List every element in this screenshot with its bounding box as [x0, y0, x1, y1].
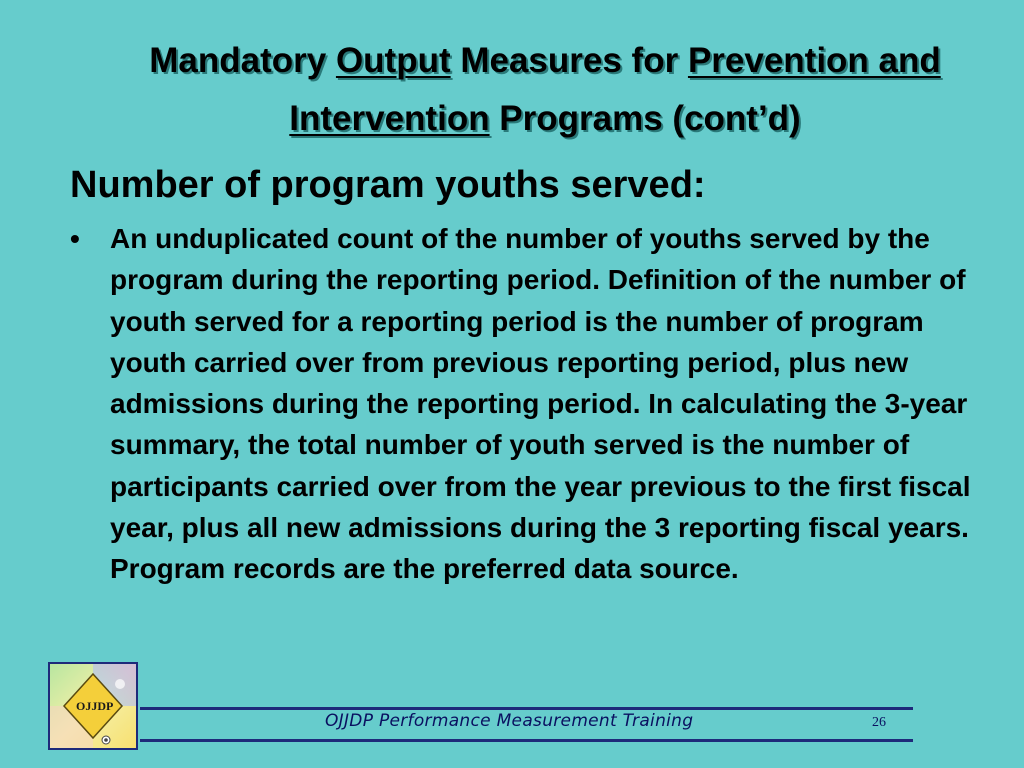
title-part-5: Programs (cont’d) [489, 99, 801, 138]
title-prevention-intervention-underlined: Prevention and Intervention [289, 41, 941, 138]
title-part-1: Mandatory [149, 41, 336, 80]
bullet-text: An unduplicated count of the number of youths served by the program during the reporting period. Definition of the number of youth served for a reporting period is the number of program youth carried over from previous reporting period, plus new admissions during the reporting period. In calculating the 3-year summary, the total number of youth served is the number of participants carried over from the year previous to the first fiscal year, plus all new admissions during the 3 reporting fiscal years. Program records are the preferred data source. [110, 223, 971, 585]
footer-title: OJJDP Performance Measurement Training [325, 711, 694, 731]
ojjdp-logo [48, 662, 138, 750]
bullet-item [70, 218, 1010, 590]
footer-rule-top [140, 707, 913, 710]
logo-text: OJJDP [76, 699, 114, 713]
section-heading: Number of program youths served: [70, 164, 706, 206]
slide-title [110, 32, 980, 148]
title-part-3: Measures for [450, 41, 688, 80]
bullet-icon: • [70, 223, 80, 254]
footer-rule-bottom [140, 739, 913, 742]
title-output-underlined: Output [335, 41, 451, 80]
page-number: 26 [872, 715, 886, 730]
